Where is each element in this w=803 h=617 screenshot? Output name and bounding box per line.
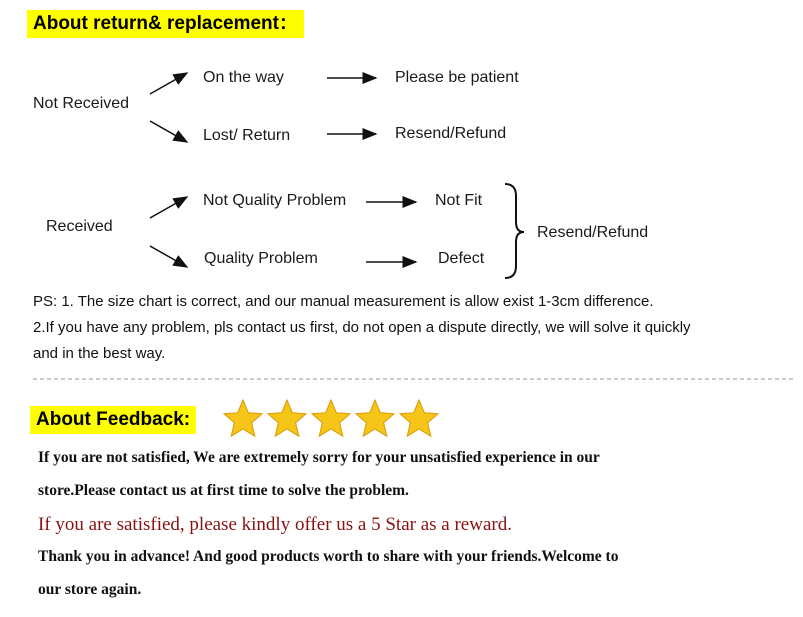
- curly-brace: [505, 184, 524, 278]
- five-star-rating: [222, 398, 442, 440]
- arrow-received-up: [150, 197, 187, 218]
- ps-note-line-1: PS: 1. The size chart is correct, and our manual measurement is allow exist 1-3cm difference.: [33, 293, 654, 310]
- on-the-way-label: On the way: [203, 69, 284, 86]
- star-icon: [356, 400, 394, 436]
- feedback-line-4: Thank you in advance! And good products worth to share with your friends.Welcome to: [38, 548, 619, 565]
- quality-problem-label: Quality Problem: [204, 250, 318, 267]
- star-icon: [312, 400, 350, 436]
- resend-refund-label-2: Resend/Refund: [537, 224, 649, 241]
- please-be-patient-label: Please be patient: [395, 69, 519, 86]
- not-received-label: Not Received: [33, 95, 130, 112]
- not-fit-label: Not Fit: [435, 192, 483, 209]
- feedback-line-1: If you are not satisfied, We are extremely sorry for your unsatisfied experience in our: [38, 449, 600, 466]
- arrow-not-received-down: [150, 121, 187, 142]
- ps-note-line-3: and in the best way.: [33, 345, 166, 362]
- received-label: Received: [46, 218, 113, 235]
- defect-label: Defect: [438, 250, 485, 267]
- resend-refund-label-1: Resend/Refund: [395, 125, 507, 142]
- not-quality-problem-label: Not Quality Problem: [203, 192, 347, 209]
- return-section-title: About return& replacement：: [27, 10, 304, 38]
- feedback-line-reward: If you are satisfied, please kindly offer us a 5 Star as a reward.: [38, 514, 512, 535]
- feedback-line-2: store.Please contact us at first time to solve the problem.: [38, 482, 409, 499]
- feedback-line-5: our store again.: [38, 581, 142, 598]
- star-icon: [224, 400, 262, 436]
- feedback-section-title: About Feedback:: [30, 406, 196, 434]
- arrow-not-received-up: [150, 73, 187, 94]
- lost-return-label: Lost/ Return: [203, 127, 291, 144]
- arrow-received-down: [150, 246, 187, 267]
- ps-note-line-2: 2.If you have any problem, pls contact us first, do not open a dispute directly, we will solve it quickly: [33, 319, 691, 336]
- star-icon: [400, 400, 438, 436]
- star-icon: [268, 400, 306, 436]
